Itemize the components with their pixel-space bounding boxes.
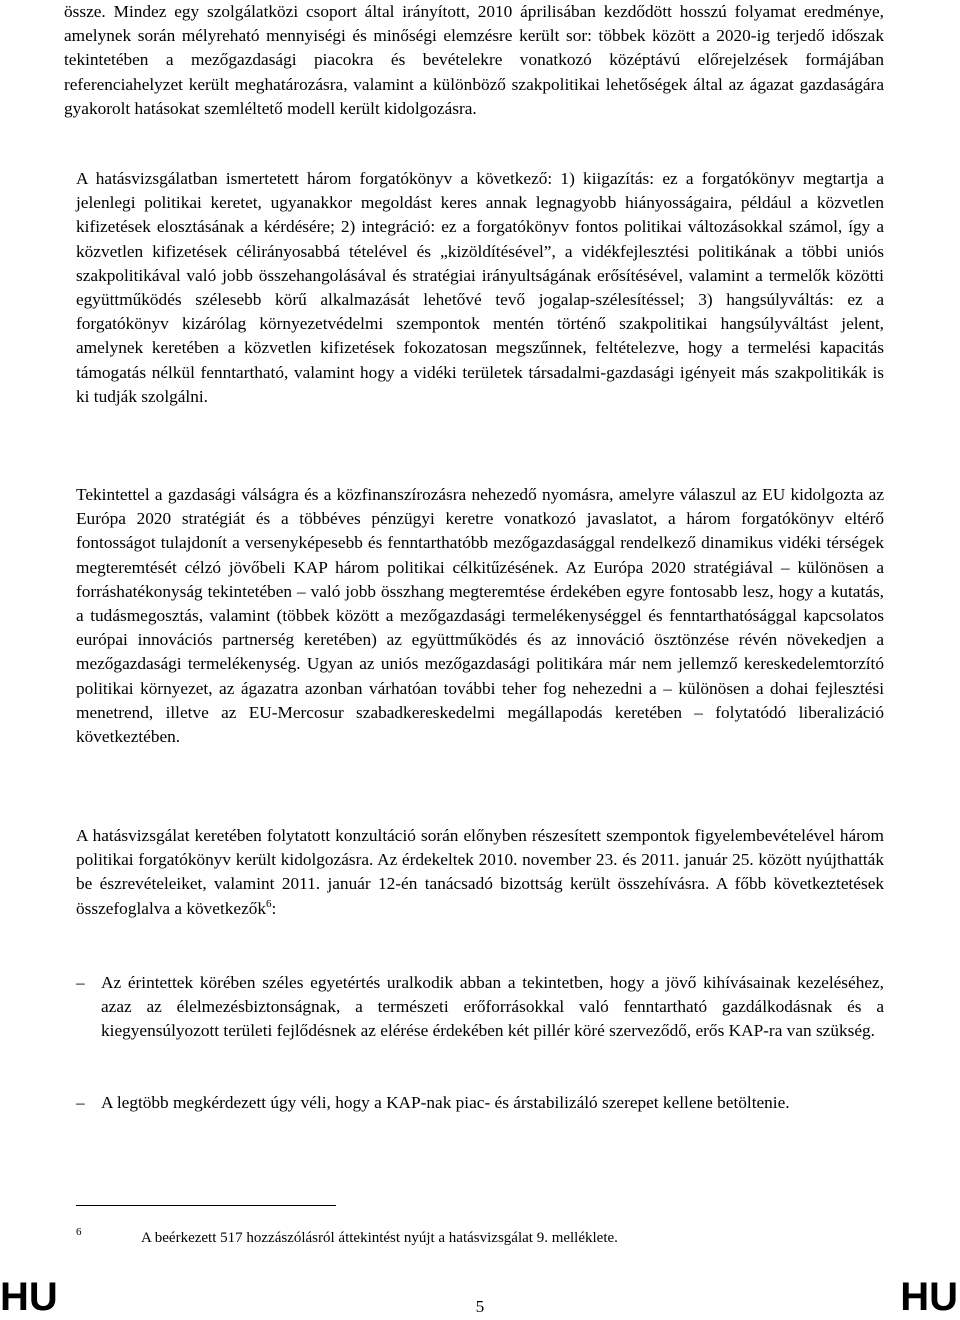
list-item xyxy=(76,1091,884,1115)
paragraph-4-text: A hatásvizsgálat keretében folytatott konzultáció során előnyben részesített szempontok figyelembevételével három politikai forgatókönyv került kidolgozásra. Az érdekeltek 2010. november 23. és 2011. január 25. között nyújthatták be észrevételeiket, valamint 2011. január 12-én tanácsadó bizottság került összehívásra. A főbb következtetések összefoglalva a következők xyxy=(76,826,884,918)
paragraph-3: Tekintettel a gazdasági válságra és a közfinanszírozásra nehezedő nyomásra, amelyre válaszul az EU kidolgozta az Európa 2020 stratégiát és a többéves pénzügyi keretre vonatkozó javaslatot, a három forgatókönyv eltérő fontosságot tulajdonít a versenyképesebb és fenntarthatóbb mezőgazdasággal rendelkező dinamikus vidéki térségek megteremtését célzó jövőbeli KAP három politikai célkitűzésének. Az Európa 2020 stratégiával – különösen a forráshatékonyság tekintetében – való jobb összhang megteremtése érdekében egyre fontosabb lesz, hogy a kutatás, a tudásmegosztás, valamint (többek között a mezőgazdasági termelékenységgel és fenntarthatósággal kapcsolatos európai innovációs partnerség keretében) az együttműködés és az innováció ösztönzése révén növekedjen a mezőgazdasági termelékenység. Ugyan az uniós mezőgazdasági politikára már nem jellemző kereskedelemtorzító politikai környezet, az ágazatra azonban várhatóan további teher fog nehezedni a – különösen a dohai fejlesztési menetrend, illetve az EU-Mercosur szabadkereskedelmi megállapodás keretében – folytatódó liberalizáció következtében. xyxy=(76,485,884,747)
list-item-text: Az érintettek körében széles egyetértés uralkodik abban a tekintetben, hogy a jövő kihívásainak kezeléséhez, azaz az élelmezésbiztonságnak, a természeti erőforrásokkal való fenntartható gazdálkodásnak és a kiegyensúlyozott területi fejlődésnek az elérése érdekében két pillér köré szerveződő, erős KAP-ra van szükség. xyxy=(101,973,884,1041)
dash-marker: – xyxy=(76,1093,85,1112)
dash-marker: – xyxy=(76,973,85,992)
paragraph-2: A hatásvizsgálatban ismertetett három forgatókönyv a következő: 1) kiigazítás: ez a forgatókönyv megtartja a jelenlegi politikai keretet, ugyanakkor megoldást keres annak legnagyobb hiányosságaira, például a közvetlen kifizetések elosztásának a kérdésére; 2) integráció: ez a forgatókönyv fontos politikai változásokkal számol, így a közvetlen kifizetések célirányosabbá tételével és „kizöldítésével”, a vidékfejlesztési politikának a többi uniós szakpolitikával való jobb összehangolásával és stratégiai irányultságának erősítésével, valamint a termelők közötti együttműködés szélesebb körű alkalmazását lehetővé tevő jogalap-szélesítéssel; 3) hangsúlyváltás: ez a forgatókönyv kizárólag környezetvédelmi szempontok mentén történő szakpolitikai hangsúlyváltást jelent, amelynek keretében a közvetlen kifizetések fokozatosan megszűnnek, feltételezve, hogy a termelési kapacitás támogatás nélkül fenntartható, valamint hogy a vidéki területek társadalmi-gazdasági igényeit más szakpolitikák is ki tudják szolgálni. xyxy=(76,169,884,406)
footnote-number: 6 xyxy=(76,1226,82,1238)
footnote-text: A beérkezett 517 hozzászólásról áttekintést nyújt a hatásvizsgálat 9. melléklete. xyxy=(141,1230,618,1246)
footnote-reference[interactable]: 6 xyxy=(266,897,272,910)
page-number: 5 xyxy=(475,1297,485,1316)
paragraph-4 xyxy=(76,824,884,921)
footnote-separator xyxy=(76,1205,336,1206)
list-item-text: A legtöbb megkérdezett úgy véli, hogy a KAP-nak piac- és árstabilizáló szerepet kellene betöltenie. xyxy=(101,1093,790,1112)
list-item xyxy=(76,971,884,1044)
paragraph-4-end: : xyxy=(271,898,277,918)
language-code-left: HU xyxy=(0,1275,58,1319)
language-code-right: HU xyxy=(900,1275,958,1319)
paragraph-1: össze. Mindez egy szolgálatközi csoport által irányított, 2010 áprilisában kezdődött hosszú folyamat eredménye, amelynek során mélyreható mennyiségi és minőségi elemzésre került sor: többek között a 2020-ig terjedő időszak tekintetében a mezőgazdasági piacokra és bevételekre vonatkozó középtávú előrejelzések formájában referenciahelyzet került meghatározásra, valamint a különböző szakpolitikai lehetőségek által az ágazat gazdaságára gyakorolt hatásokat szemléltető modell került kidolgozásra. xyxy=(64,2,884,118)
